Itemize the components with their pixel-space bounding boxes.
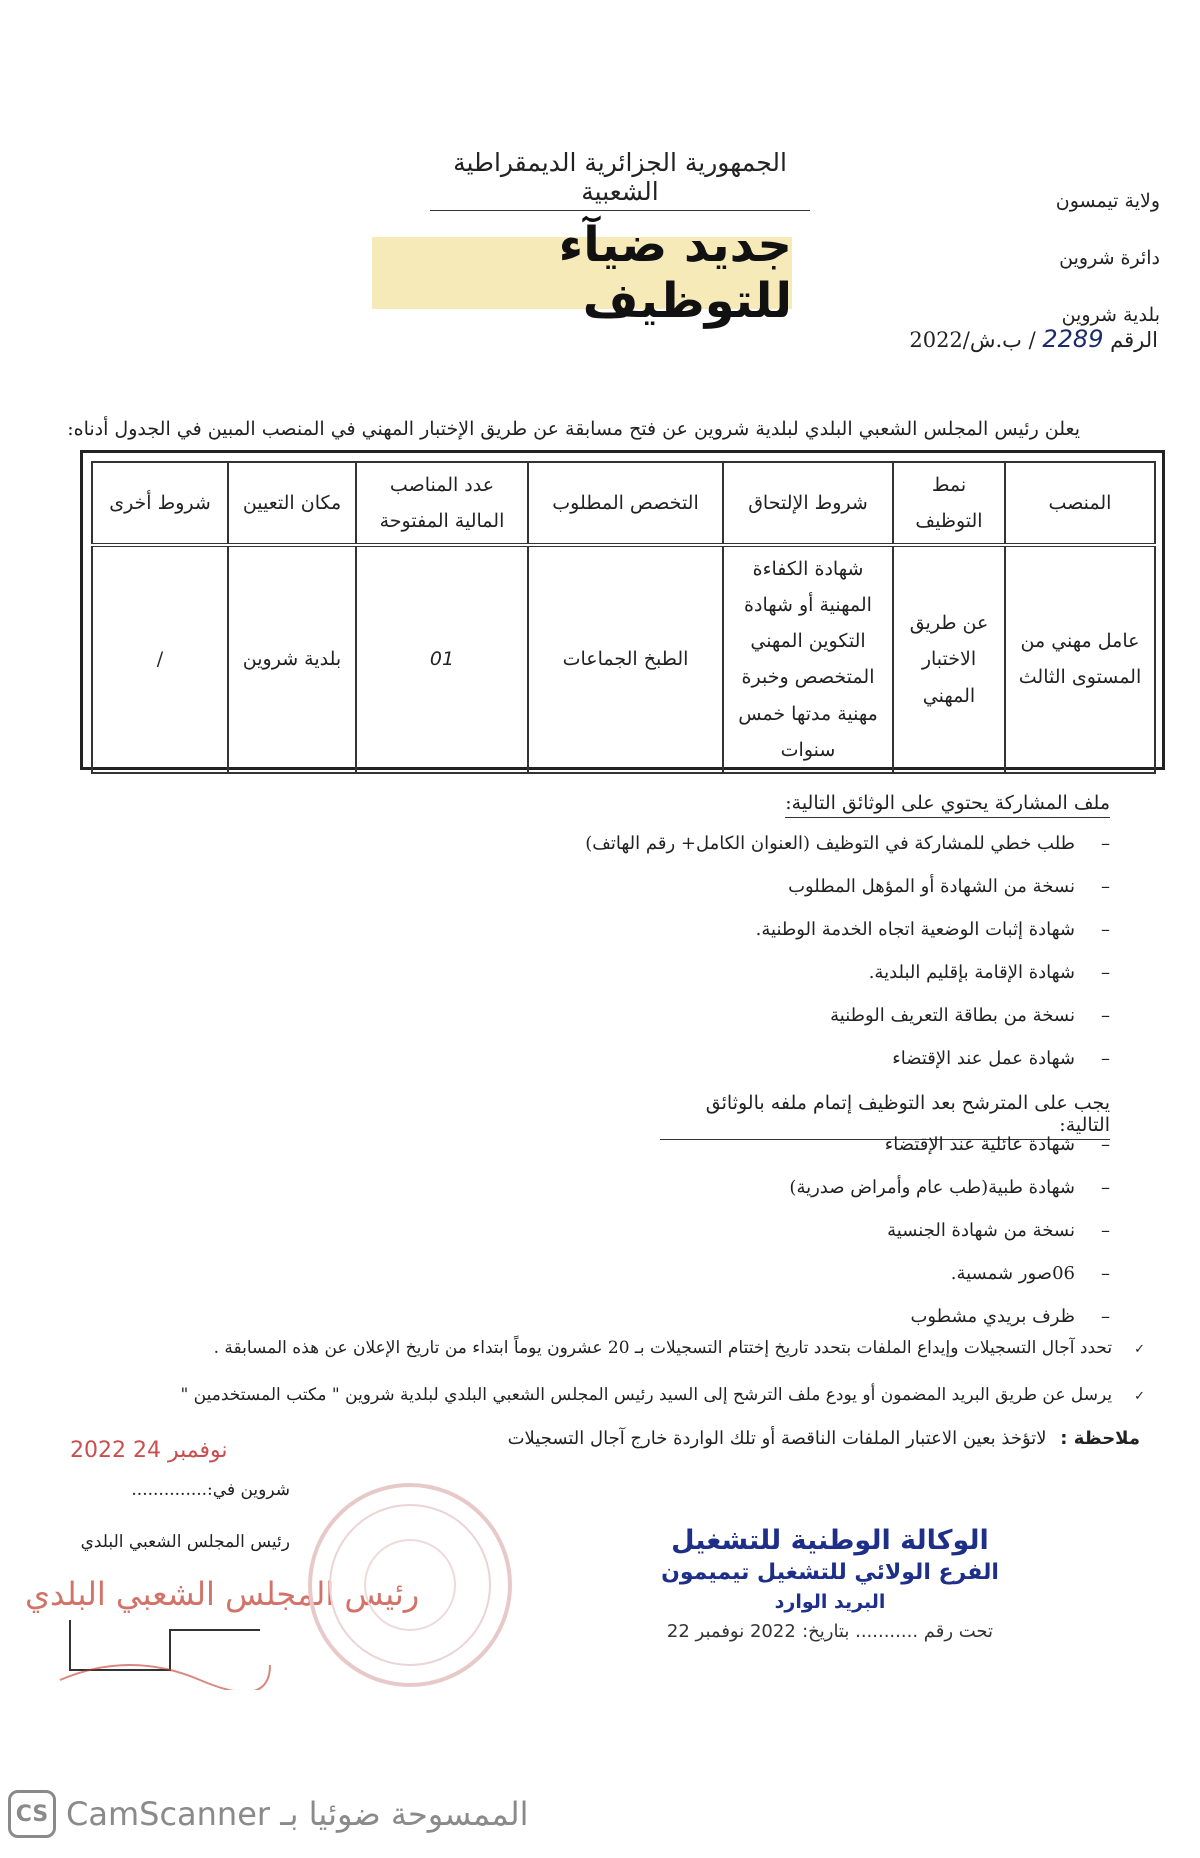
cell-other: / — [92, 545, 228, 773]
camscanner-footer — [8, 1790, 529, 1838]
remark-text: لاتؤخذ بعين الاعتبار الملفات الناقصة أو تلك الواردة خارج آجال التسجيلات — [507, 1428, 1047, 1449]
list-item: – نسخة من شهادة الجنسية — [789, 1220, 1110, 1263]
cell-specialty: الطبخ الجماعات — [528, 545, 723, 773]
agency-branch: الفرع الولائي للتشغيل تيميمون — [661, 1560, 999, 1585]
camscanner-logo-icon: CS — [8, 1790, 56, 1838]
list-item: – شهادة عائلية عند الإقتضاء — [789, 1134, 1110, 1177]
list-item: – نسخة من بطاقة التعريف الوطنية — [585, 1005, 1110, 1048]
list-item: ✓ يرسل عن طريق البريد المضمون أو يودع ملف الترشح إلى السيد رئيس المجلس الشعبي البلدي لبلدية شروين " مكتب المستخدمين " — [45, 1385, 1145, 1432]
cell-conditions: شهادة الكفاءة المهنية أو شهادة التكوين المهني المتخصص وخبرة مهنية مدتها خمس سنوات — [723, 545, 893, 773]
jobs-table-frame — [80, 450, 1165, 770]
wilaya-line: ولاية تيمسون — [1055, 190, 1160, 212]
signature-scribble-icon — [50, 1610, 280, 1690]
header-count: عدد المناصب المالية المفتوحة — [356, 462, 528, 545]
list-item: – نسخة من الشهادة أو المؤهل المطلوب — [585, 876, 1110, 919]
round-seal-icon — [295, 1470, 525, 1700]
after-documents-list — [789, 1134, 1110, 1349]
place-date-line: شروين في:.............. — [131, 1480, 290, 1500]
list-item: – طلب خطي للمشاركة في التوظيف (العنوان الكامل+ رقم الهاتف) — [585, 833, 1110, 876]
agency-mail: البريد الوارد — [774, 1591, 886, 1613]
red-signature-stamp: رئيس المجلس الشعبي البلدي — [25, 1575, 420, 1613]
list-item: ✓ تحدد آجال التسجيلات وإيداع الملفات بتحدد تاريخ إختتام التسجيلات بـ 20 عشرون يوماً ابتداء من تاريخ الإعلان عن هذه المسابقة . — [45, 1338, 1145, 1385]
after-section-heading: يجب على المترشح بعد التوظيف إتمام ملفه بالوثائق التالية: — [660, 1092, 1110, 1140]
ref-label: الرقم — [1110, 328, 1158, 352]
signer-title: رئيس المجلس الشعبي البلدي — [80, 1532, 290, 1552]
header-specialty: التخصص المطلوب — [528, 462, 723, 545]
list-item: – شهادة طبية(طب عام وأمراض صدرية) — [789, 1177, 1110, 1220]
cell-mode: عن طريق الاختبار المهني — [893, 545, 1005, 773]
ref-handwritten-number: 2289 — [1042, 325, 1104, 353]
jobs-table — [91, 461, 1156, 774]
date-stamp: 2022 نوفمبر 24 — [70, 1438, 228, 1463]
ref-suffix: / ب.ش/2022 — [909, 328, 1036, 352]
agency-ref-date: 2022 نوفمبر 22 — [666, 1621, 796, 1642]
cell-count: 01 — [356, 545, 528, 773]
agency-ref-label: تحت رقم ........... بتاريخ: — [802, 1621, 994, 1642]
list-item: – 06صور شمسية. — [789, 1263, 1110, 1306]
header-mode: نمط التوظيف — [893, 462, 1005, 545]
header-position: المنصب — [1005, 462, 1155, 545]
list-item: – شهادة إثبات الوضعية اتجاه الخدمة الوطنية. — [585, 919, 1110, 962]
republic-title: الجمهورية الجزائرية الديمقراطية الشعبية — [430, 148, 810, 211]
signature-block — [80, 1480, 290, 1584]
list-item: – ظرف بريدي مشطوب — [789, 1306, 1110, 1349]
agency-stamp — [640, 1525, 1020, 1642]
agency-reference — [640, 1621, 1020, 1642]
camscanner-text: الممسوحة ضوئيا بـ CamScanner — [66, 1795, 529, 1833]
overlay-banner: جديد ضيآء للتوظيف — [372, 237, 792, 309]
file-section-heading: ملف المشاركة يحتوي على الوثائق التالية: — [785, 792, 1110, 818]
intro-paragraph: يعلن رئيس المجلس الشعبي البلدي لبلدية شروين عن فتح مسابقة عن طريق الإختبار المهني في المنصب المبين في الجدول أدناه: — [67, 418, 1080, 440]
list-item: – شهادة عمل عند الإقتضاء — [585, 1048, 1110, 1091]
commune-line: بلدية شروين — [1061, 304, 1160, 326]
list-item: – شهادة الإقامة بإقليم البلدية. — [585, 962, 1110, 1005]
daira-line: دائرة شروين — [1059, 247, 1160, 269]
header-conditions: شروط الإلتحاق — [723, 462, 893, 545]
reference-number — [909, 325, 1158, 353]
file-documents-list — [585, 833, 1110, 1091]
table-header-row — [92, 462, 1155, 545]
cell-position: عامل مهني من المستوى الثالث — [1005, 545, 1155, 773]
cell-place: بلدية شروين — [228, 545, 356, 773]
notes-list — [45, 1338, 1145, 1432]
remark-label: ملاحظة : — [1060, 1428, 1140, 1449]
table-row — [92, 545, 1155, 773]
header-place: مكان التعيين — [228, 462, 356, 545]
header-other: شروط أخرى — [92, 462, 228, 545]
agency-name: الوكالة الوطنية للتشغيل — [671, 1525, 989, 1556]
